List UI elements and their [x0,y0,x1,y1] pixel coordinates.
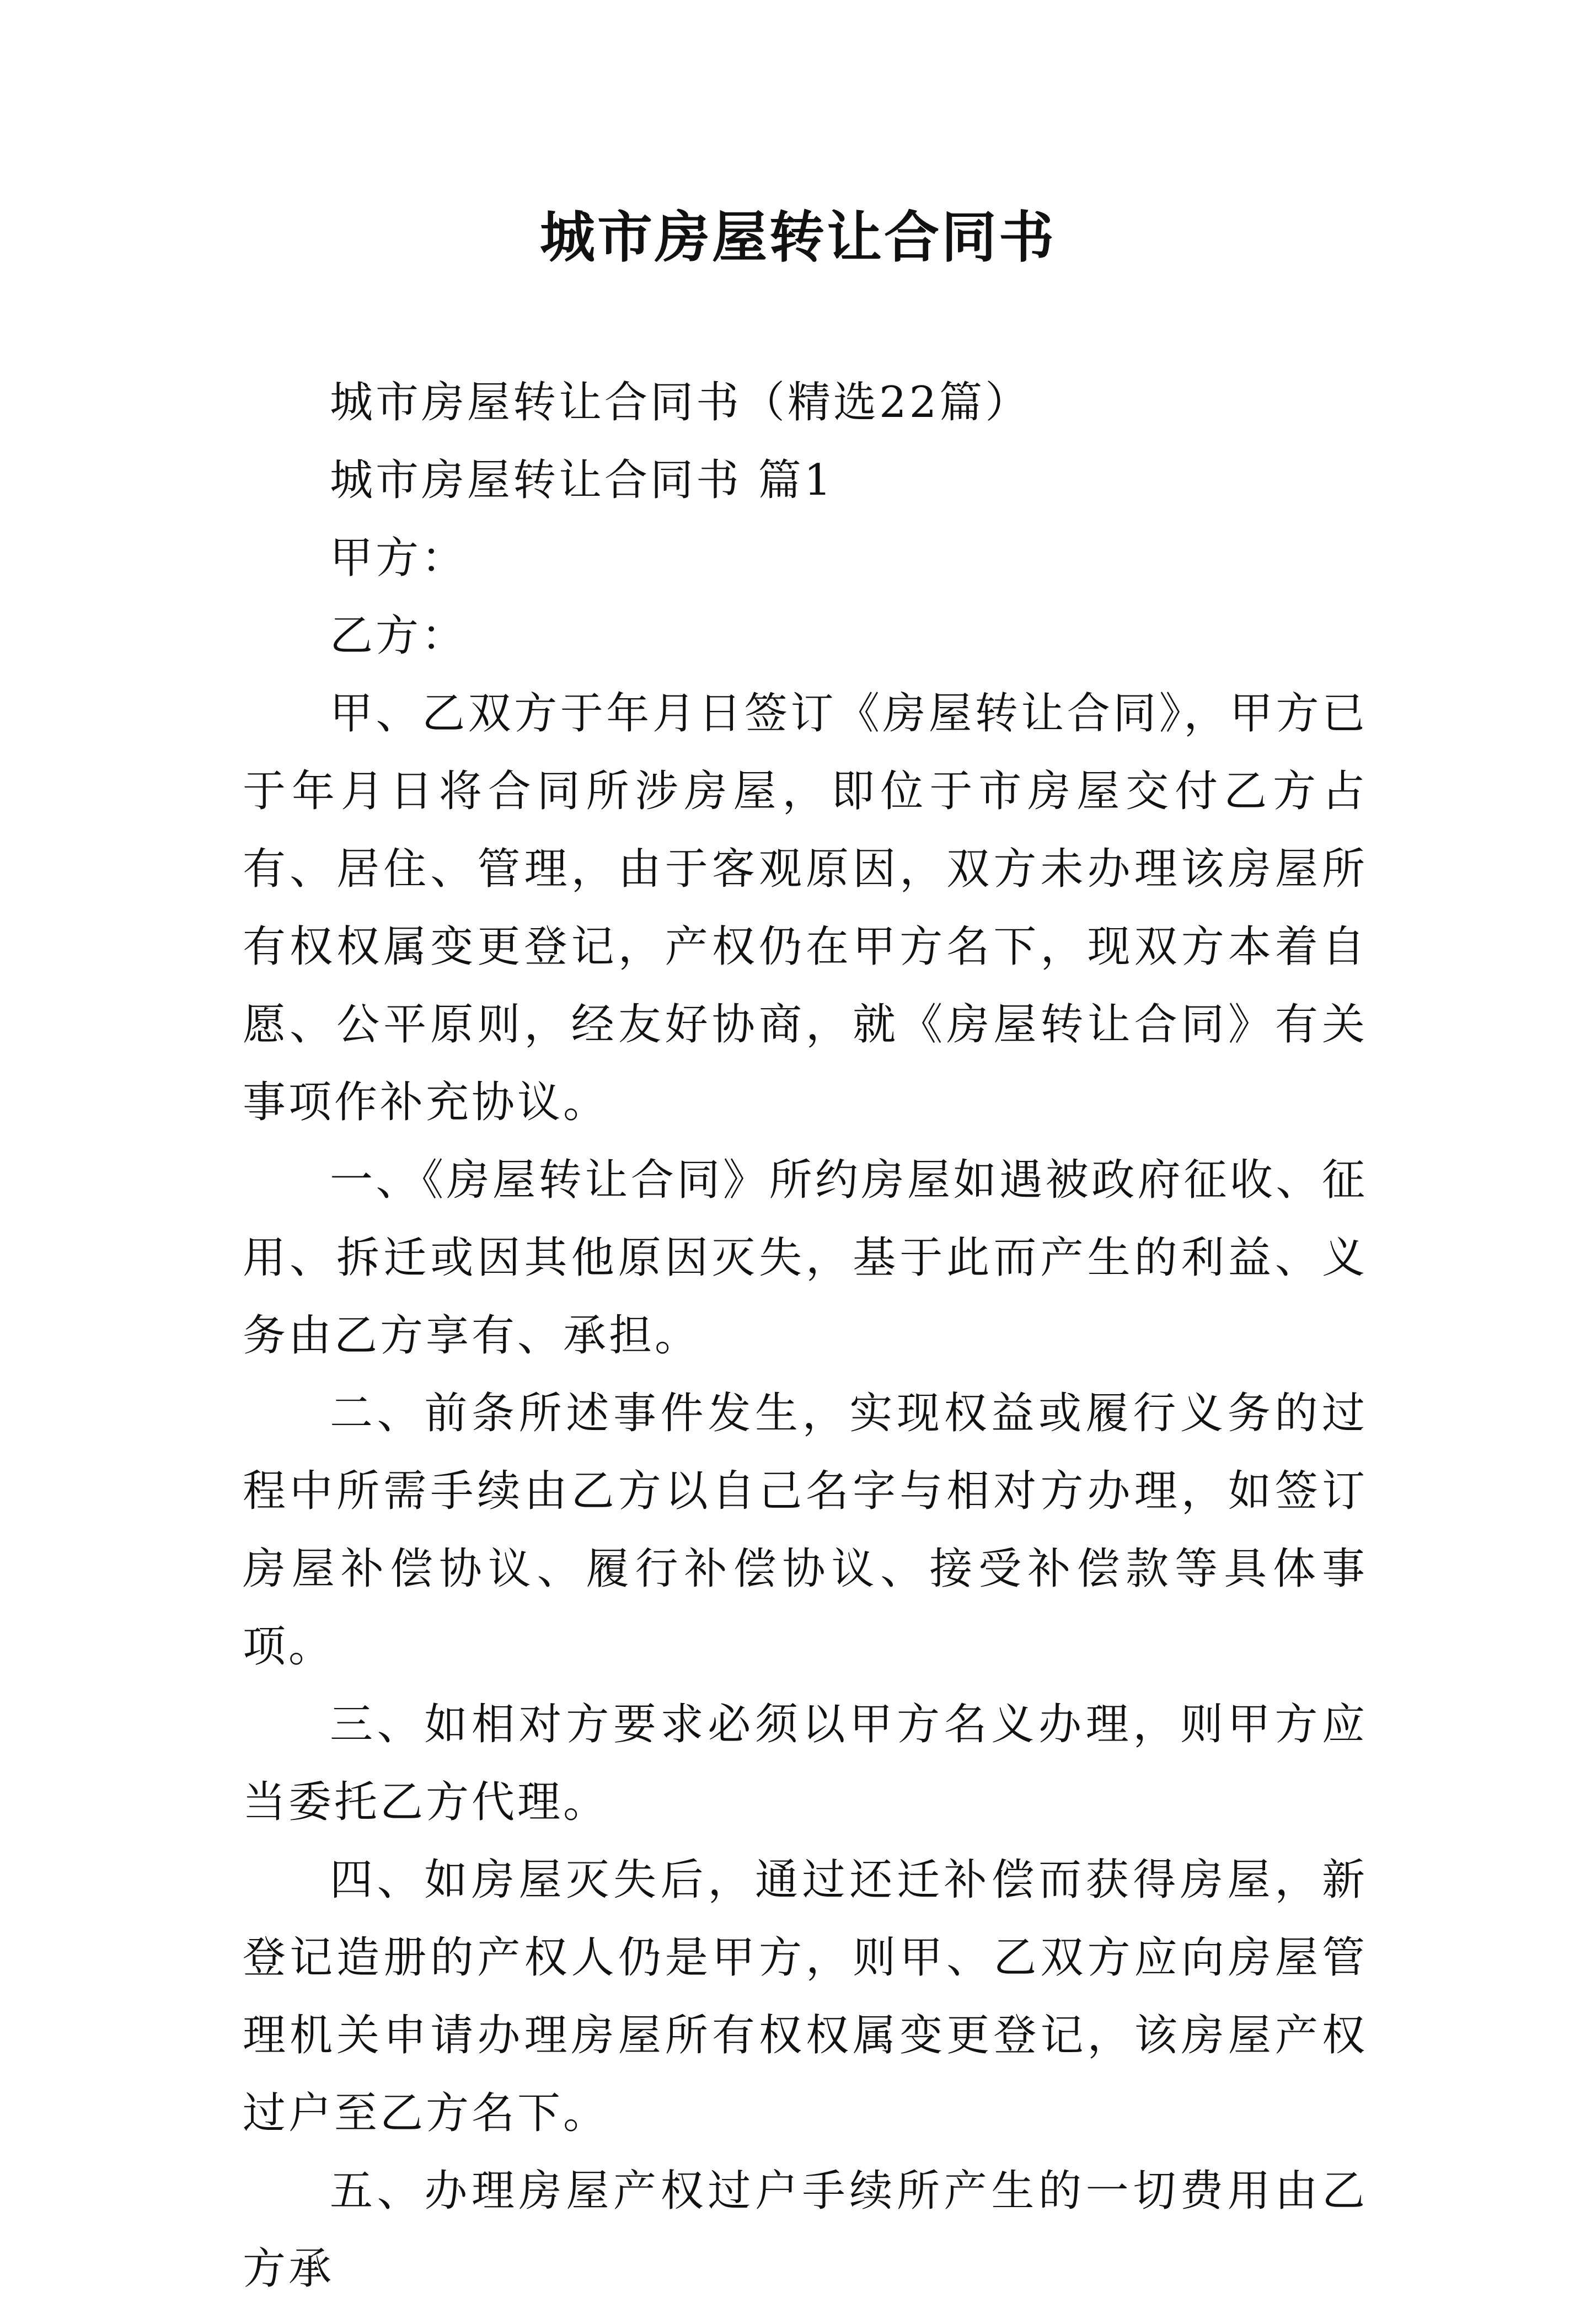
paragraph-clause-4: 四、如房屋灭失后，通过还迁补偿而获得房屋，新登记造册的产权人仍是甲方，则甲、乙双方应向房屋管理机关申请办理房屋所有权权属变更登记，该房屋产权过户至乙方名下。 [243,1855,1368,2138]
paragraph-party-a: 甲方： [330,533,468,583]
paragraph-section-heading: 城市房屋转让合同书 篇1 [330,456,834,505]
document-title: 城市房屋转让合同书 [540,205,1056,270]
document-body [243,364,1368,2308]
paragraph-clause-3: 三、如相对方要求必须以甲方名义办理，则甲方应当委托乙方代理。 [243,1700,1368,1827]
paragraph-clause-5: 五、办理房屋产权过户手续所产生的一切费用由乙方承 [243,2166,1368,2294]
paragraph-clause-2: 二、前条所述事件发生，实现权益或履行义务的过程中所需手续由乙方以自己名字与相对方办理，如签订房屋补偿协议、履行补偿协议、接受补偿款等具体事项。 [243,1389,1368,1672]
paragraph-collection-title: 城市房屋转让合同书（精选22篇） [330,378,1031,427]
paragraph-clause-1: 一、《房屋转让合同》所约房屋如遇被政府征收、征用、拆迁或因其他原因灭失，基于此而产生的利益、义务由乙方享有、承担。 [243,1155,1368,1361]
paragraph-party-b: 乙方： [330,611,468,661]
paragraph-preamble: 甲、乙双方于年月日签订《房屋转让合同》，甲方已于年月日将合同所涉房屋，即位于市房屋交付乙方占有、居住、管理，由于客观原因，双方未办理该房屋所有权权属变更登记，产权仍在甲方名下，现双方本着自愿、公平原则，经友好协商，就《房屋转让合同》有关事项作补充协议。 [243,689,1368,1127]
